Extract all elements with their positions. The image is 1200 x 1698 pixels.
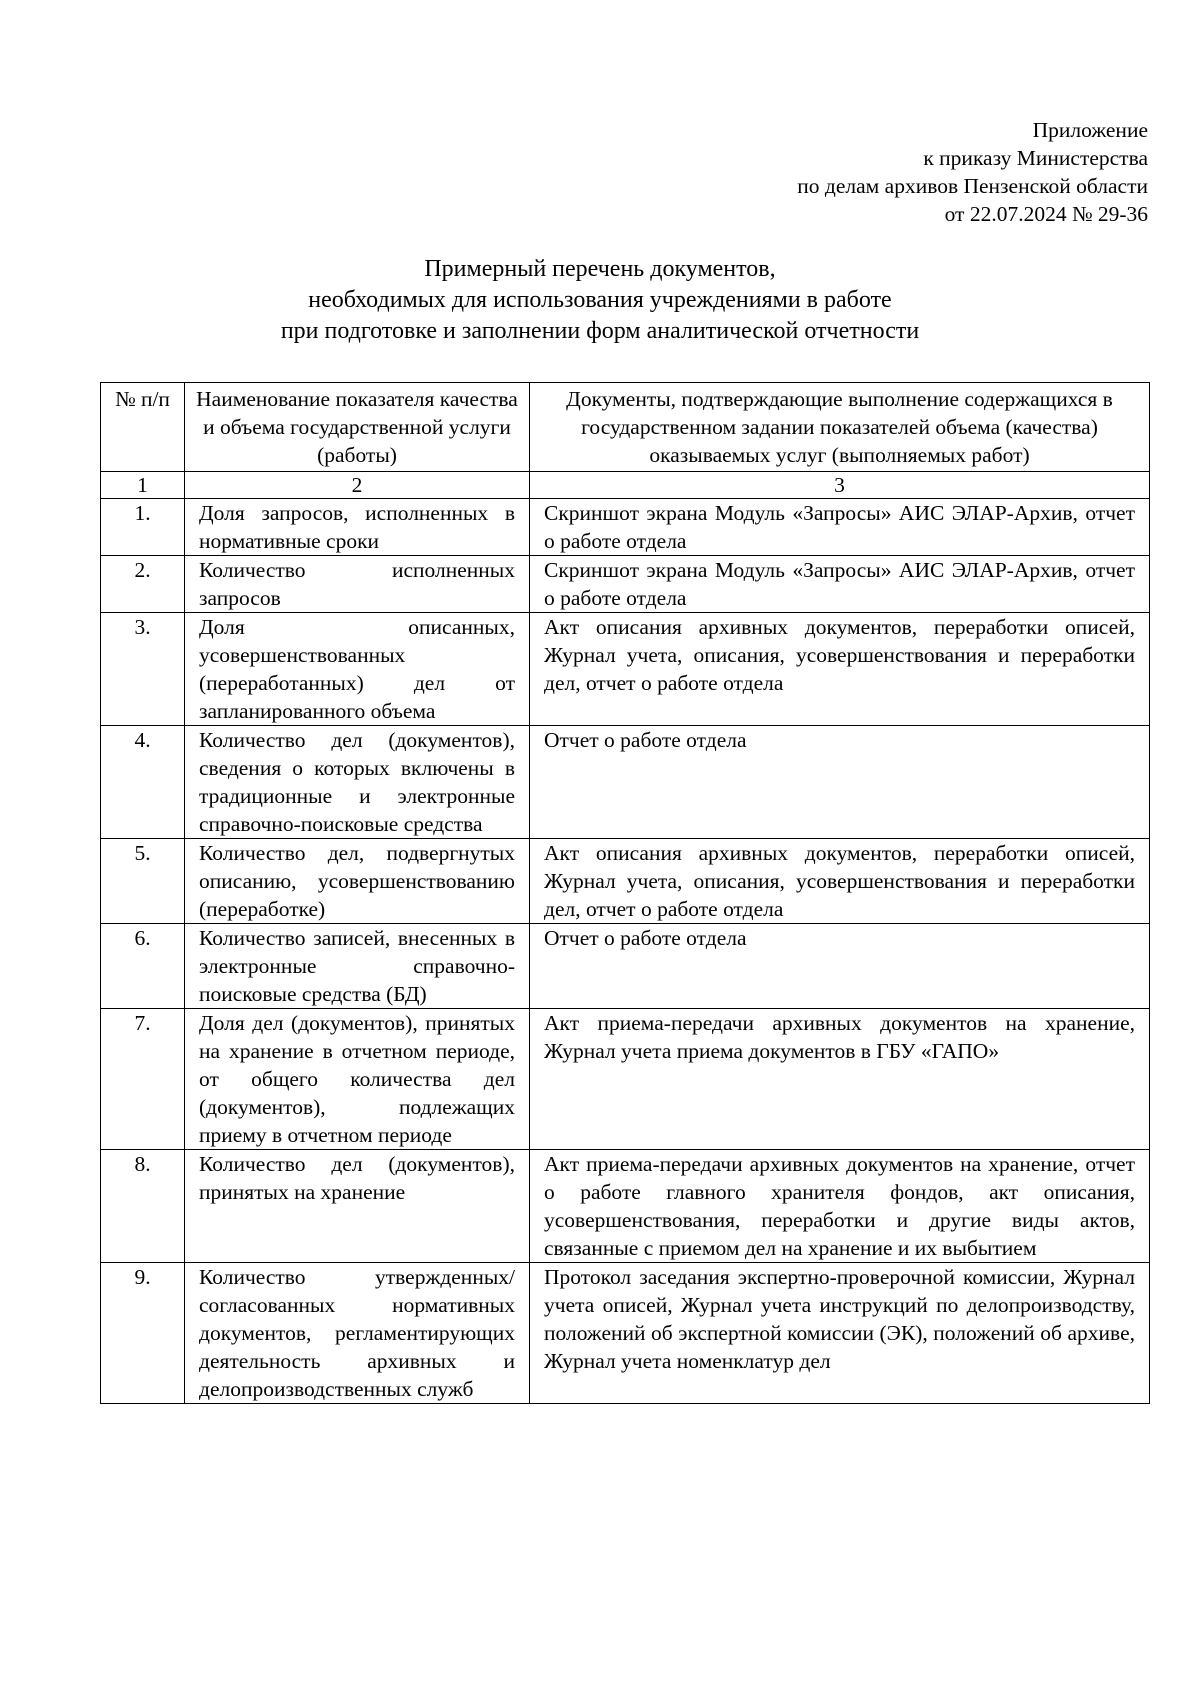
document-title — [100, 254, 1100, 347]
indicator-cell: Доля запросов, исполненных в нормативные сроки — [185, 499, 530, 556]
column-number-row — [101, 472, 1150, 499]
documents-cell: Отчет о работе отдела — [530, 726, 1150, 839]
indicator-cell: Количество утвержденных/согласованных нормативных документов, регламентирующих деятельность архивных и делопроизводственных служб — [185, 1263, 530, 1404]
indicator-cell: Количество дел (документов), сведения о которых включены в традиционные и электронные справочно-поисковые средства — [185, 726, 530, 839]
header-indicator: Наименование показателя качества и объема государственной услуги (работы) — [185, 383, 530, 472]
row-number: 7. — [101, 1009, 185, 1150]
appendix-line: Приложение — [1032, 118, 1148, 142]
column-number: 2 — [185, 472, 530, 499]
appendix-line: от 22.07.2024 № 29-36 — [944, 202, 1148, 226]
table-row — [101, 839, 1150, 924]
table-row — [101, 556, 1150, 613]
row-number: 9. — [101, 1263, 185, 1404]
row-number: 6. — [101, 924, 185, 1009]
title-line: необходимых для использования учреждениями в работе — [308, 287, 892, 313]
documents-cell: Скриншот экрана Модуль «Запросы» АИС ЭЛАР-Архив, отчет о работе отдела — [530, 556, 1150, 613]
indicator-cell: Доля дел (документов), принятых на хранение в отчетном периоде, от общего количества дел (документов), подлежащих приему в отчетном периоде — [185, 1009, 530, 1150]
table-row — [101, 1150, 1150, 1263]
appendix-line: к приказу Министерства — [923, 146, 1148, 170]
title-line: Примерный перечень документов, — [424, 256, 776, 282]
table-row — [101, 726, 1150, 839]
table-row — [101, 499, 1150, 556]
row-number: 8. — [101, 1150, 185, 1263]
row-number: 2. — [101, 556, 185, 613]
appendix-header — [797, 116, 1148, 228]
documents-cell: Акт описания архивных документов, переработки описей, Журнал учета, описания, усовершенствования и переработки дел, отчет о работе отдела — [530, 613, 1150, 726]
appendix-line: по делам архивов Пензенской области — [797, 174, 1148, 198]
indicator-cell: Количество записей, внесенных в электронные справочно-поисковые средства (БД) — [185, 924, 530, 1009]
documents-cell: Акт приема-передачи архивных документов на хранение, отчет о работе главного хранителя фондов, акт описания, усовершенствования, переработки и другие виды актов, связанные с приемом дел на хранение и их выбытием — [530, 1150, 1150, 1263]
documents-cell: Отчет о работе отдела — [530, 924, 1150, 1009]
title-line: при подготовке и заполнении форм аналитической отчетности — [280, 318, 920, 344]
header-documents: Документы, подтверждающие выполнение содержащихся в государственном задании показателей объема (качества) оказываемых услуг (выполняемых работ) — [530, 383, 1150, 472]
column-number: 3 — [530, 472, 1150, 499]
row-number: 3. — [101, 613, 185, 726]
row-number: 5. — [101, 839, 185, 924]
indicator-cell: Количество исполненных запросов — [185, 556, 530, 613]
row-number: 4. — [101, 726, 185, 839]
indicator-cell: Доля описанных, усовершенствованных (переработанных) дел от запланированного объема — [185, 613, 530, 726]
table-header-row — [101, 383, 1150, 472]
documents-cell: Акт приема-передачи архивных документов на хранение, Журнал учета приема документов в ГБУ «ГАПО» — [530, 1009, 1150, 1150]
table-row — [101, 1009, 1150, 1150]
header-number: № п/п — [101, 383, 185, 472]
table-row — [101, 613, 1150, 726]
column-number: 1 — [101, 472, 185, 499]
documents-cell: Акт описания архивных документов, переработки описей, Журнал учета, описания, усовершенствования и переработки дел, отчет о работе отдела — [530, 839, 1150, 924]
table-row — [101, 924, 1150, 1009]
indicator-cell: Количество дел (документов), принятых на хранение — [185, 1150, 530, 1263]
documents-cell: Протокол заседания экспертно-проверочной комиссии, Журнал учета описей, Журнал учета инструкций по делопроизводству, положений об экспертной комиссии (ЭК), положений об архиве, Журнал учета номенклатур дел — [530, 1263, 1150, 1404]
row-number: 1. — [101, 499, 185, 556]
documents-cell: Скриншот экрана Модуль «Запросы» АИС ЭЛАР-Архив, отчет о работе отдела — [530, 499, 1150, 556]
indicator-cell: Количество дел, подвергнутых описанию, усовершенствованию (переработке) — [185, 839, 530, 924]
table-row — [101, 1263, 1150, 1404]
documents-table — [100, 382, 1150, 1404]
